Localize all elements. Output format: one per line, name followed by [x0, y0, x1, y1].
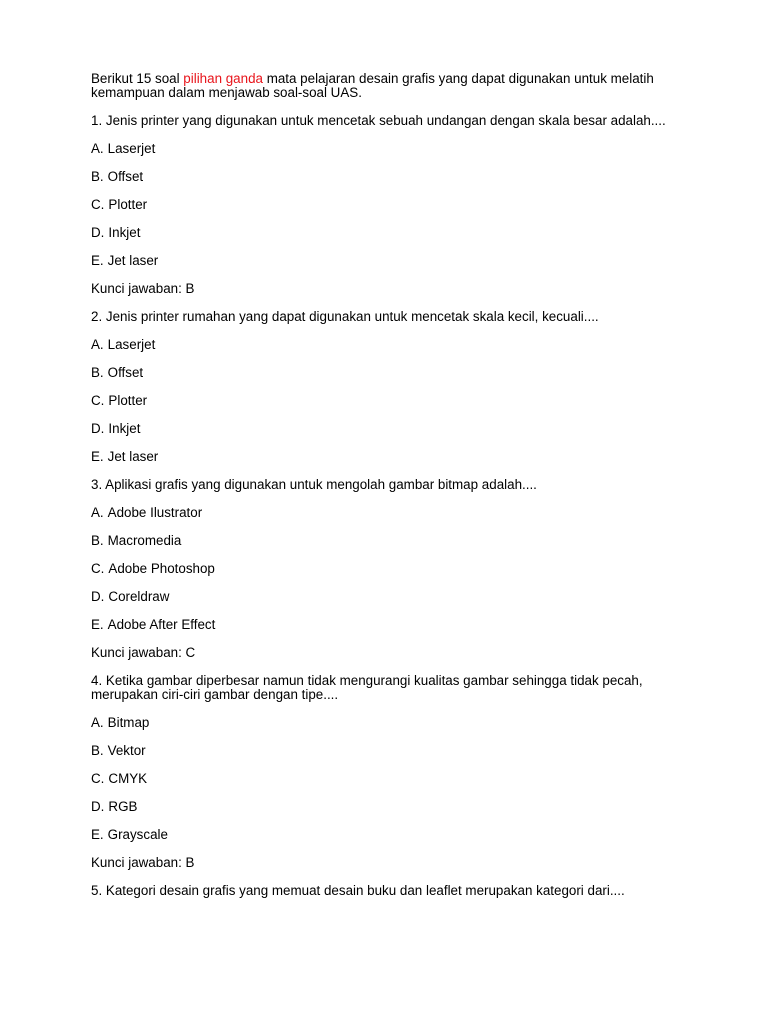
answer-option: [91, 338, 691, 352]
document-page: [91, 72, 691, 912]
intro-before: Berikut 15 soal: [91, 71, 184, 86]
option-text: Adobe Photoshop: [108, 561, 215, 576]
option-letter: D.: [91, 421, 105, 436]
option-letter: E.: [91, 617, 104, 632]
option-text: Laserjet: [107, 337, 156, 352]
option-letter: D.: [91, 589, 105, 604]
option-text: Grayscale: [107, 827, 168, 842]
answer-option: [91, 170, 691, 184]
answer-key: Kunci jawaban: C: [91, 645, 196, 660]
option-letter: C.: [91, 393, 105, 408]
option-letter: C.: [91, 197, 105, 212]
option-letter: D.: [91, 225, 105, 240]
intro-after: mata pelajaran desain grafis yang dapat digunakan untuk melatih kemampuan dalam menjawab soal-soal UAS.: [91, 71, 654, 100]
answer-option: [91, 772, 691, 786]
option-letter: B.: [91, 743, 104, 758]
option-text: Adobe After Effect: [107, 617, 216, 632]
option-letter: B.: [91, 533, 104, 548]
option-letter: E.: [91, 449, 104, 464]
answer-option: [91, 226, 691, 240]
answer-option: [91, 198, 691, 212]
option-text: Inkjet: [108, 421, 141, 436]
question-text: 4. Ketika gambar diperbesar namun tidak mengurangi kualitas gambar sehingga tidak pecah, merupakan ciri-ciri gambar dengan tipe....: [91, 673, 643, 702]
question-text: 5. Kategori desain grafis yang memuat desain buku dan leaflet merupakan kategori dari....: [91, 883, 625, 898]
question-block: [91, 114, 691, 296]
option-letter: B.: [91, 365, 104, 380]
option-letter: E.: [91, 827, 104, 842]
option-letter: D.: [91, 799, 105, 814]
answer-option: [91, 562, 691, 576]
option-letter: A.: [91, 505, 104, 520]
option-text: Vektor: [107, 743, 146, 758]
option-letter: A.: [91, 141, 104, 156]
question-block: [91, 884, 691, 898]
option-text: Offset: [107, 169, 144, 184]
option-text: Offset: [107, 365, 144, 380]
question-list: [91, 114, 691, 898]
answer-option: [91, 506, 691, 520]
option-letter: C.: [91, 561, 105, 576]
answer-option: [91, 828, 691, 842]
option-text: Plotter: [108, 393, 148, 408]
option-text: Inkjet: [108, 225, 141, 240]
intro-paragraph: [91, 72, 691, 100]
option-letter: C.: [91, 771, 105, 786]
option-letter: A.: [91, 715, 104, 730]
answer-option: [91, 534, 691, 548]
option-text: Plotter: [108, 197, 148, 212]
answer-option: [91, 716, 691, 730]
answer-option: [91, 450, 691, 464]
intro-highlight: pilihan ganda: [183, 71, 263, 86]
answer-option: [91, 254, 691, 268]
option-text: Jet laser: [107, 253, 159, 268]
answer-option: [91, 590, 691, 604]
answer-option: [91, 366, 691, 380]
question-block: [91, 478, 691, 660]
answer-option: [91, 142, 691, 156]
answer-option: [91, 394, 691, 408]
option-text: Adobe Ilustrator: [107, 505, 203, 520]
option-letter: B.: [91, 169, 104, 184]
option-text: Coreldraw: [108, 589, 170, 604]
option-text: Macromedia: [107, 533, 182, 548]
answer-option: [91, 800, 691, 814]
question-text: 3. Aplikasi grafis yang digunakan untuk mengolah gambar bitmap adalah....: [91, 477, 537, 492]
question-text: 1. Jenis printer yang digunakan untuk mencetak sebuah undangan dengan skala besar adalah....: [91, 113, 666, 128]
answer-option: [91, 744, 691, 758]
option-text: CMYK: [108, 771, 148, 786]
option-text: Jet laser: [107, 449, 159, 464]
option-text: RGB: [108, 799, 138, 814]
option-letter: A.: [91, 337, 104, 352]
option-letter: E.: [91, 253, 104, 268]
option-text: Laserjet: [107, 141, 156, 156]
question-block: [91, 310, 691, 464]
answer-key: Kunci jawaban: B: [91, 855, 195, 870]
question-text: 2. Jenis printer rumahan yang dapat digunakan untuk mencetak skala kecil, kecuali....: [91, 309, 599, 324]
answer-option: [91, 422, 691, 436]
question-block: [91, 674, 691, 870]
option-text: Bitmap: [107, 715, 150, 730]
answer-key: Kunci jawaban: B: [91, 281, 195, 296]
answer-option: [91, 618, 691, 632]
